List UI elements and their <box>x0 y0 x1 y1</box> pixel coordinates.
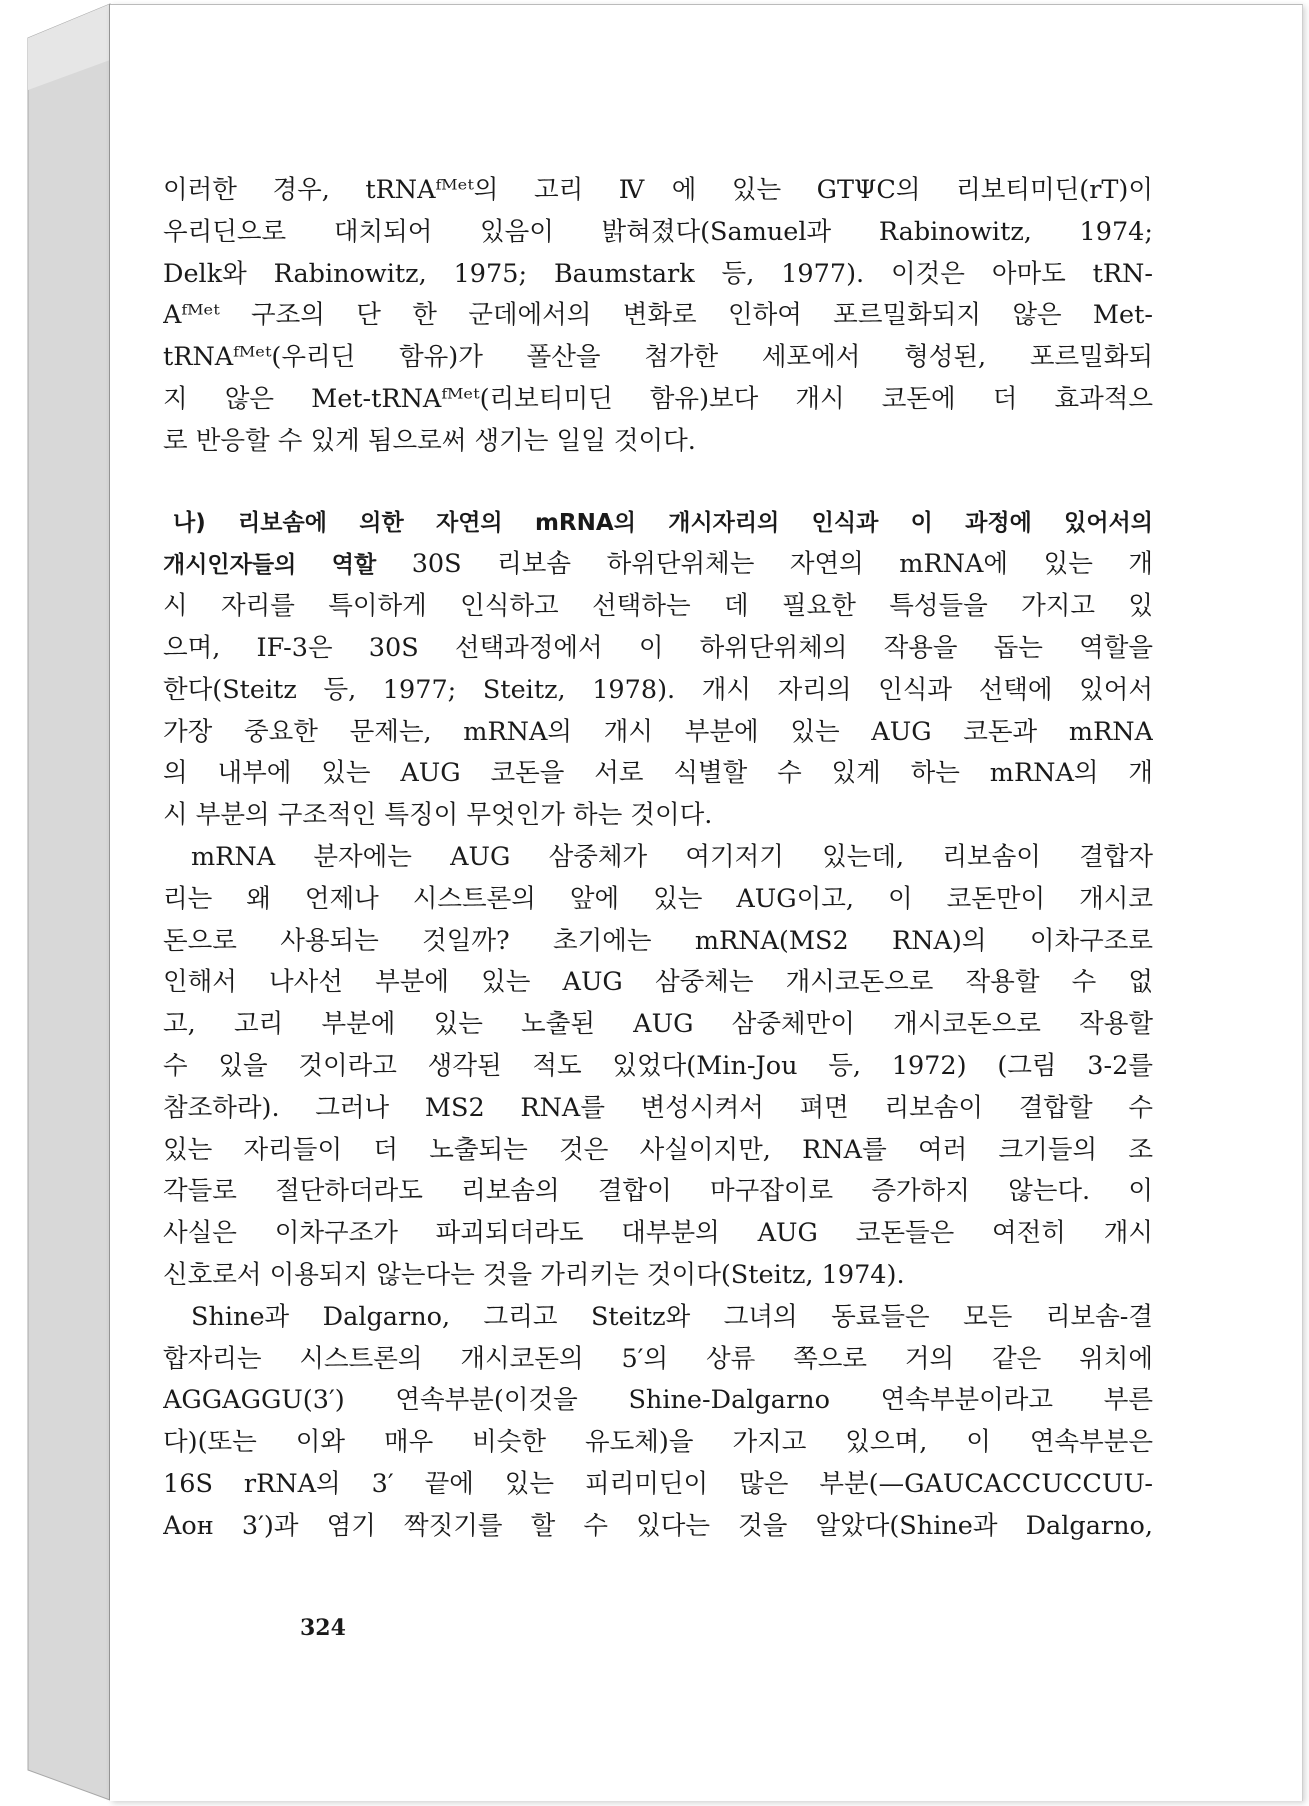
text-line: 16S rRNA의 3′ 끝에 있는 피리미딘이 많은 부분(—GAUCACCUCCUU- <box>163 1468 1153 1499</box>
text-line: AGGAGGU(3′) 연속부분(이것을 Shine-Dalgarno 연속부분이라고 부른 <box>163 1385 1153 1416</box>
text-line: mRNA 분자에는 AUG 삼중체가 여기저기 있는데, 리보솜이 결합자 <box>191 841 1153 872</box>
text-run: 30S 리보솜 하위단위체는 자연의 mRNA에 있는 개 <box>411 549 1153 580</box>
text-line: 시 부분의 구조적인 특징이 무엇인가 하는 것이다. <box>163 800 713 831</box>
paragraph-3 <box>163 837 1153 1297</box>
text-line: 인해서 나사선 부분에 있는 AUG 삼중체는 개시코돈으로 작용할 수 없 <box>163 967 1153 998</box>
text-line: 고, 고리 부분에 있는 노출된 AUG 삼중체만이 개시코돈으로 작용할 <box>163 1009 1153 1040</box>
text-line: 한다(Steitz 등, 1977; Steitz, 1978). 개시 자리의 인식과 선택에 있어서 <box>163 674 1153 705</box>
text-line: 리는 왜 언제나 시스트론의 앞에 있는 AUG이고, 이 코돈만이 개시코 <box>163 883 1153 914</box>
text-line: Aᶠᴹᵉᵗ 구조의 단 한 군데에서의 변화로 인하여 포르밀화되지 않은 Met- <box>163 300 1153 331</box>
book-spine <box>0 0 120 1806</box>
text-line: 돈으로 사용되는 것일까? 초기에는 mRNA(MS2 RNA)의 이차구조로 <box>163 925 1153 956</box>
text-line: tRNAᶠᴹᵉᵗ(우리딘 함유)가 폴산을 첨가한 세포에서 형성된, 포르밀화되 <box>163 342 1153 373</box>
page-body-text <box>163 170 1153 1548</box>
page-number: 324 <box>300 1615 346 1641</box>
text-line: 으며, IF-3은 30S 선택과정에서 이 하위단위체의 작용을 돕는 역할을 <box>163 632 1153 663</box>
paragraph-1 <box>163 170 1153 463</box>
text-line: 사실은 이차구조가 파괴되더라도 대부분의 AUG 코돈들은 여전히 개시 <box>163 1218 1153 1249</box>
text-line: 시 자리를 특이하게 인식하고 선택하는 데 필요한 특성들을 가지고 있 <box>163 591 1153 622</box>
text-line <box>163 544 1153 586</box>
section-heading-subtitle: 개시인자들의 역할 <box>163 552 377 579</box>
text-line: 각들로 절단하더라도 리보솜의 결합이 마구잡이로 증가하지 않는다. 이 <box>163 1176 1153 1207</box>
text-line: 지 않은 Met-tRNAᶠᴹᵉᵗ(리보티미딘 함유)보다 개시 코돈에 더 효과적으 <box>163 383 1153 414</box>
text-line: 우리딘으로 대치되어 있음이 밝혀졌다(Samuel과 Rabinowitz, 1974; <box>163 216 1153 247</box>
paragraph-4 <box>163 1297 1153 1548</box>
text-line: Shine과 Dalgarno, 그리고 Steitz와 그녀의 동료들은 모든 리보솜-결 <box>191 1301 1153 1332</box>
text-line: 이러한 경우, tRNAᶠᴹᵉᵗ의 고리 Ⅳ에 있는 GTΨC의 리보티미딘(rT)이 <box>163 175 1153 205</box>
paragraph-2 <box>163 586 1153 837</box>
text-line: 있는 자리들이 더 노출되는 것은 사실이지만, RNA를 여러 크기들의 조 <box>163 1134 1153 1165</box>
text-line: Delk와 Rabinowitz, 1975; Baumstark 등, 1977). 이것은 아마도 tRN- <box>163 258 1153 289</box>
text-line: 수 있을 것이라고 생각된 적도 있었다(Min-Jou 등, 1972) (그림 3-2를 <box>163 1050 1153 1081</box>
text-line: 합자리는 시스트론의 개시코돈의 5′의 상류 쪽으로 거의 같은 위치에 <box>163 1343 1153 1374</box>
section-heading <box>163 503 1153 587</box>
text-line: 참조하라). 그러나 MS2 RNA를 변성시켜서 펴면 리보솜이 결합할 수 <box>163 1092 1153 1123</box>
section-heading-title: 나) 리보솜에 의한 자연의 mRNA의 개시자리의 인식과 이 과정에 있어서의 <box>173 509 1153 536</box>
text-line: 의 내부에 있는 AUG 코돈을 서로 식별할 수 있게 하는 mRNA의 개 <box>163 758 1153 789</box>
text-line: 다)(또는 이와 매우 비슷한 유도체)을 가지고 있으며, 이 연속부분은 <box>163 1427 1153 1458</box>
text-line: Aᴏʜ 3′)과 염기 짝짓기를 할 수 있다는 것을 알았다(Shine과 Dalgarno, <box>163 1510 1153 1541</box>
text-line: 로 반응할 수 있게 됨으로써 생기는 일일 것이다. <box>163 425 696 456</box>
text-line: 신호로서 이용되지 않는다는 것을 가리키는 것이다(Steitz, 1974). <box>163 1259 905 1290</box>
text-line: 가장 중요한 문제는, mRNA의 개시 부분에 있는 AUG 코돈과 mRNA <box>163 716 1153 747</box>
